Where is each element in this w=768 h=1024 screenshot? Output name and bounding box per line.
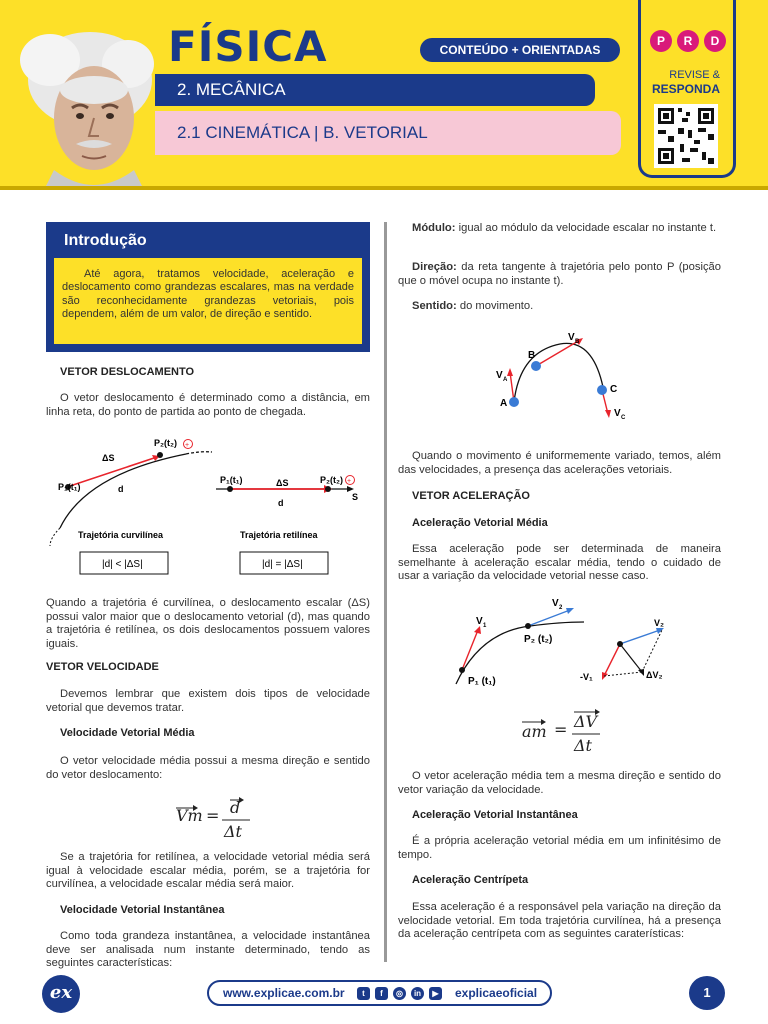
point-a-label: A <box>500 398 508 409</box>
svg-text:A: A <box>503 377 508 383</box>
responda-label: RESPONDA <box>651 82 720 96</box>
svg-text:C: C <box>621 415 626 421</box>
twitter-icon[interactable]: t <box>357 987 370 1000</box>
delta-s-b-label: ΔS <box>276 478 289 488</box>
badge-r: R <box>677 30 699 52</box>
point-c-label: C <box>610 384 618 395</box>
direcao-text: Direção: da reta tangente à trajetória pelo ponto P (posição que o móvel ocupa no instante t). <box>398 261 721 287</box>
p1-label: P₁(t₁) <box>58 482 81 492</box>
direcao-label: Direção: <box>412 261 457 273</box>
svg-text:B: B <box>575 339 580 345</box>
p1-accel-label: P₁ (t₁) <box>468 676 496 687</box>
einstein-portrait <box>10 20 160 186</box>
velocidade-vetorial-instantanea-text: Como toda grandeza instantânea, a velocidade instantânea deve ser analisada num instante determinado, tendo as seguintes características: <box>46 930 370 969</box>
formula-a-den: Δt <box>574 736 592 755</box>
formula-a-num: ΔV <box>574 712 598 731</box>
formula-v-num: d <box>230 798 241 817</box>
sentido-text: Sentido: do movimento. <box>412 300 534 312</box>
v2-label: V <box>552 598 559 609</box>
vetor-velocidade-text: Devemos lembrar que existem dois tipos de velocidade vetorial que devemos tratar. <box>46 688 370 714</box>
d-label: d <box>118 484 124 494</box>
svg-text:+: + <box>185 442 190 449</box>
formula-v-den: Δt <box>224 822 242 841</box>
caption-curvilinea: Trajetória curvilínea <box>78 530 164 540</box>
modulo-label: Módulo: <box>412 222 456 234</box>
velocity-arc-figure <box>490 322 640 432</box>
acceleration-figure <box>440 592 680 694</box>
footer-links <box>207 980 552 1006</box>
aceleracao-vetorial-instantanea-title: Aceleração Vetorial Instantânea <box>412 809 578 821</box>
page-title: FÍSICA <box>168 22 328 71</box>
intro-inner <box>54 258 362 344</box>
p2-label: P₂(t₂) <box>154 438 177 448</box>
delta-v2-label: ΔV₂ <box>646 670 663 680</box>
vetor-deslocamento-text: O vetor deslocamento é determinado como a distância, em linha reta, do ponto de partida ao ponto de chegada. <box>46 392 370 418</box>
va-label: V <box>496 370 503 381</box>
section-vetor-velocidade: VETOR VELOCIDADE <box>46 661 159 673</box>
db-label: d <box>278 498 284 508</box>
header-divider <box>0 186 768 190</box>
facebook-icon[interactable]: f <box>375 987 388 1000</box>
revise-label: REVISE & <box>669 69 720 81</box>
formula-a-eq: = <box>554 720 568 739</box>
velocidade-vetorial-instantanea-title: Velocidade Vetorial Instantânea <box>60 904 225 916</box>
delta-s-label: ΔS <box>102 453 115 463</box>
displacement-vector-curved <box>70 456 160 486</box>
intro-text: Até agora, tratamos velocidade, aceleração e deslocamento como grandezas escalares, mas na verdade são reconhecidamente grandezas vetoriais, pois dependem, além de um valor, de direção e sentido. <box>62 268 354 320</box>
p2b-label: P₂(t₂) <box>320 475 343 485</box>
velocidade-vetorial-media-title: Velocidade Vetorial Média <box>60 727 195 739</box>
caption-retilinea: Trajetória retilínea <box>240 530 318 540</box>
intro-title: Introdução <box>64 232 147 249</box>
trajetoria-text: Quando a trajetória é curvilínea, o deslocamento escalar (ΔS) possui valor maior que o deslocamento vetorial (d), mas quando a trajetória é retilínea, os dois deslocamentos possuem valores iguais. <box>46 597 370 650</box>
column-divider <box>384 222 387 962</box>
aceleracao-centripeta-text: Essa aceleração é a responsável pela variação na direção da velocidade vetorial. Em toda trajetória curvilínea, há a presença da aceleração centrípeta com as seguintes caraterísticas: <box>398 901 721 940</box>
social-handle[interactable]: explicaeoficial <box>455 986 538 1000</box>
aceleracao-media-text: O vetor aceleração média tem a mesma direção e sentido do vetor variação da velocidade. <box>398 770 721 796</box>
relation-retilinea: |d| = |ΔS| <box>262 559 303 570</box>
linkedin-icon[interactable]: in <box>411 987 424 1000</box>
content-badge: CONTEÚDO + ORIENTADAS <box>420 38 620 62</box>
p1b-label: P₁(t₁) <box>220 475 243 485</box>
topic-bar: 2.1 CINEMÁTICA | B. VETORIAL <box>155 111 621 155</box>
svg-text:1: 1 <box>483 623 487 629</box>
relation-curvilinea: |d| < |ΔS| <box>102 559 143 570</box>
youtube-icon[interactable]: ▶ <box>429 987 442 1000</box>
svg-text:+: + <box>347 478 352 485</box>
p2-accel-label: P₂ (t₂) <box>524 634 553 645</box>
v1-label: V <box>476 616 483 627</box>
page-number: 1 <box>689 976 725 1010</box>
formula-aceleracao <box>520 706 630 758</box>
aceleracao-vetorial-media-text: Essa aceleração pode ser determinada de maneira semelhante à aceleração escalar média, tendo o cuidado de usar a variação da velocidade vetorial nesse caso. <box>398 543 721 582</box>
vc-label: V <box>614 408 621 419</box>
velocidade-vetorial-media-text: O vetor velocidade média possui a mesma direção e sentido do vetor deslocamento: <box>46 755 370 781</box>
section-vetor-deslocamento: VETOR DESLOCAMENTO <box>60 366 195 378</box>
modulo-text: Módulo: igual ao módulo da velocidade escalar no instante t. <box>412 222 717 234</box>
aceleracao-vetorial-media-title: Aceleração Vetorial Média <box>412 517 548 529</box>
badge-d: D <box>704 30 726 52</box>
minus-v1-label: -V₁ <box>580 672 593 682</box>
movimento-text: Quando o movimento é uniformemente variado, temos, além das velocidades, a presença das acelerações vetoriais. <box>398 450 721 476</box>
formula-velocidade <box>170 792 260 844</box>
s-axis-label: S <box>352 492 359 502</box>
intro-box <box>46 222 370 352</box>
section-vetor-aceleracao: VETOR ACELERAÇÃO <box>412 490 530 502</box>
point-b-label: B <box>528 350 536 361</box>
aceleracao-centripeta-title: Aceleração Centrípeta <box>412 874 529 886</box>
vb-label: V <box>568 332 575 343</box>
sentido-label: Sentido: <box>412 300 457 312</box>
qr-code-icon[interactable] <box>654 104 718 168</box>
website-link[interactable]: www.explicae.com.br <box>223 986 345 1000</box>
formula-v-eq: = <box>206 806 220 825</box>
formula-a-lhs: am <box>522 722 547 741</box>
aceleracao-vetorial-instantanea-text: É a própria aceleração vetorial média em um infinitésimo de tempo. <box>398 835 721 861</box>
displacement-figure <box>46 434 370 582</box>
module-bar: 2. MECÂNICA <box>155 74 595 106</box>
badge-p: P <box>650 30 672 52</box>
instagram-icon[interactable]: ◎ <box>393 987 406 1000</box>
formula-v-lhs: Vm <box>176 806 203 825</box>
svg-text:2: 2 <box>559 605 563 611</box>
retilinea-text: Se a trajetória for retilínea, a velocidade vetorial média será igual à velocidade escalar média, porém, se a trajetória for curvilínea, a velocidade escalar média será maior. <box>46 851 370 890</box>
explicae-logo: ex <box>42 975 80 1013</box>
v2b-label: V₂ <box>654 618 665 628</box>
